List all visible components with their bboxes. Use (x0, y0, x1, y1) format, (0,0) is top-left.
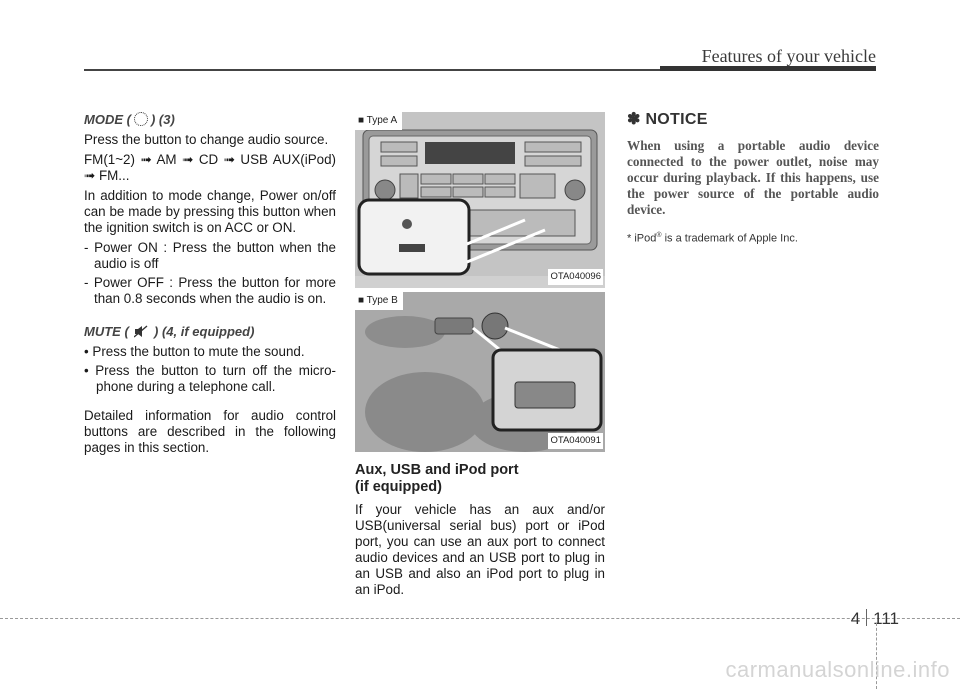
figure-label-type-a: ■ Type A (355, 112, 402, 130)
column-right (627, 112, 879, 247)
mode-text-2: FM(1~2) ➟ AM ➟ CD ➟ USB AUX(iPod) ➟ FM... (84, 152, 336, 183)
mute-speaker-icon (134, 325, 148, 338)
page-header-title: Features of your vehicle (701, 46, 876, 66)
figure-code-b: OTA040091 (548, 433, 603, 449)
mode-text-1: Press the button to change audio source. (84, 132, 329, 147)
notice-body: When using a portable audio device connected to the power outlet, noise may occur during playback. If this happens, use the power source of the portable audio device. (627, 138, 879, 217)
power-off-item: - Power OFF : Press the button for more than 0.8 seconds when the audio is on. (84, 275, 336, 306)
detail-text: Detailed information for audio control buttons are described in the following pages in this section. (84, 408, 336, 455)
header-rule-accent (660, 66, 876, 71)
mode-text-3: In addition to mode change, Power on/off can be made by pressing this button when the ignition switch is on ACC or ON. (84, 188, 336, 235)
site-watermark: carmanualsonline.info (725, 657, 950, 682)
figure-type-b (355, 292, 605, 452)
chapter-number: 4 (850, 609, 861, 628)
power-on-item: - Power ON : Press the button when the audio is off (84, 240, 336, 271)
page-number (851, 609, 899, 629)
mute-heading: MUTE ( ) (4, if equipped) (84, 324, 255, 339)
port-section-body: If your vehicle has an aux and/or USB(universal serial bus) port or iPod port, you can use an aux port to connect audio devices and an USB port to plug in an USB and also an iPod port to plug in an iPod. (355, 502, 605, 597)
mode-heading: MODE ( ) (3) (84, 112, 175, 127)
mute-bullet-2: • Press the button to turn off the micro- phone during a telephone call. (84, 363, 336, 394)
figure-label-type-b: ■ Type B (355, 292, 403, 310)
page-number-value: 111 (873, 609, 899, 628)
mode-button-icon (134, 112, 148, 126)
notice-title: ✽ NOTICE (627, 111, 708, 128)
trademark-note: * iPod® is a trademark of Apple Inc. (627, 232, 798, 245)
column-left (84, 112, 336, 460)
column-middle (355, 112, 605, 602)
footer-divider (0, 618, 960, 619)
figure-type-a (355, 112, 605, 288)
console-ports-illustration (355, 292, 605, 452)
mute-bullet-1: • Press the button to mute the sound. (84, 344, 305, 359)
audio-unit-illustration (355, 112, 605, 288)
figure-code-a: OTA040096 (548, 269, 603, 285)
port-section-title: Aux, USB and iPod port (if equipped) (355, 462, 519, 495)
